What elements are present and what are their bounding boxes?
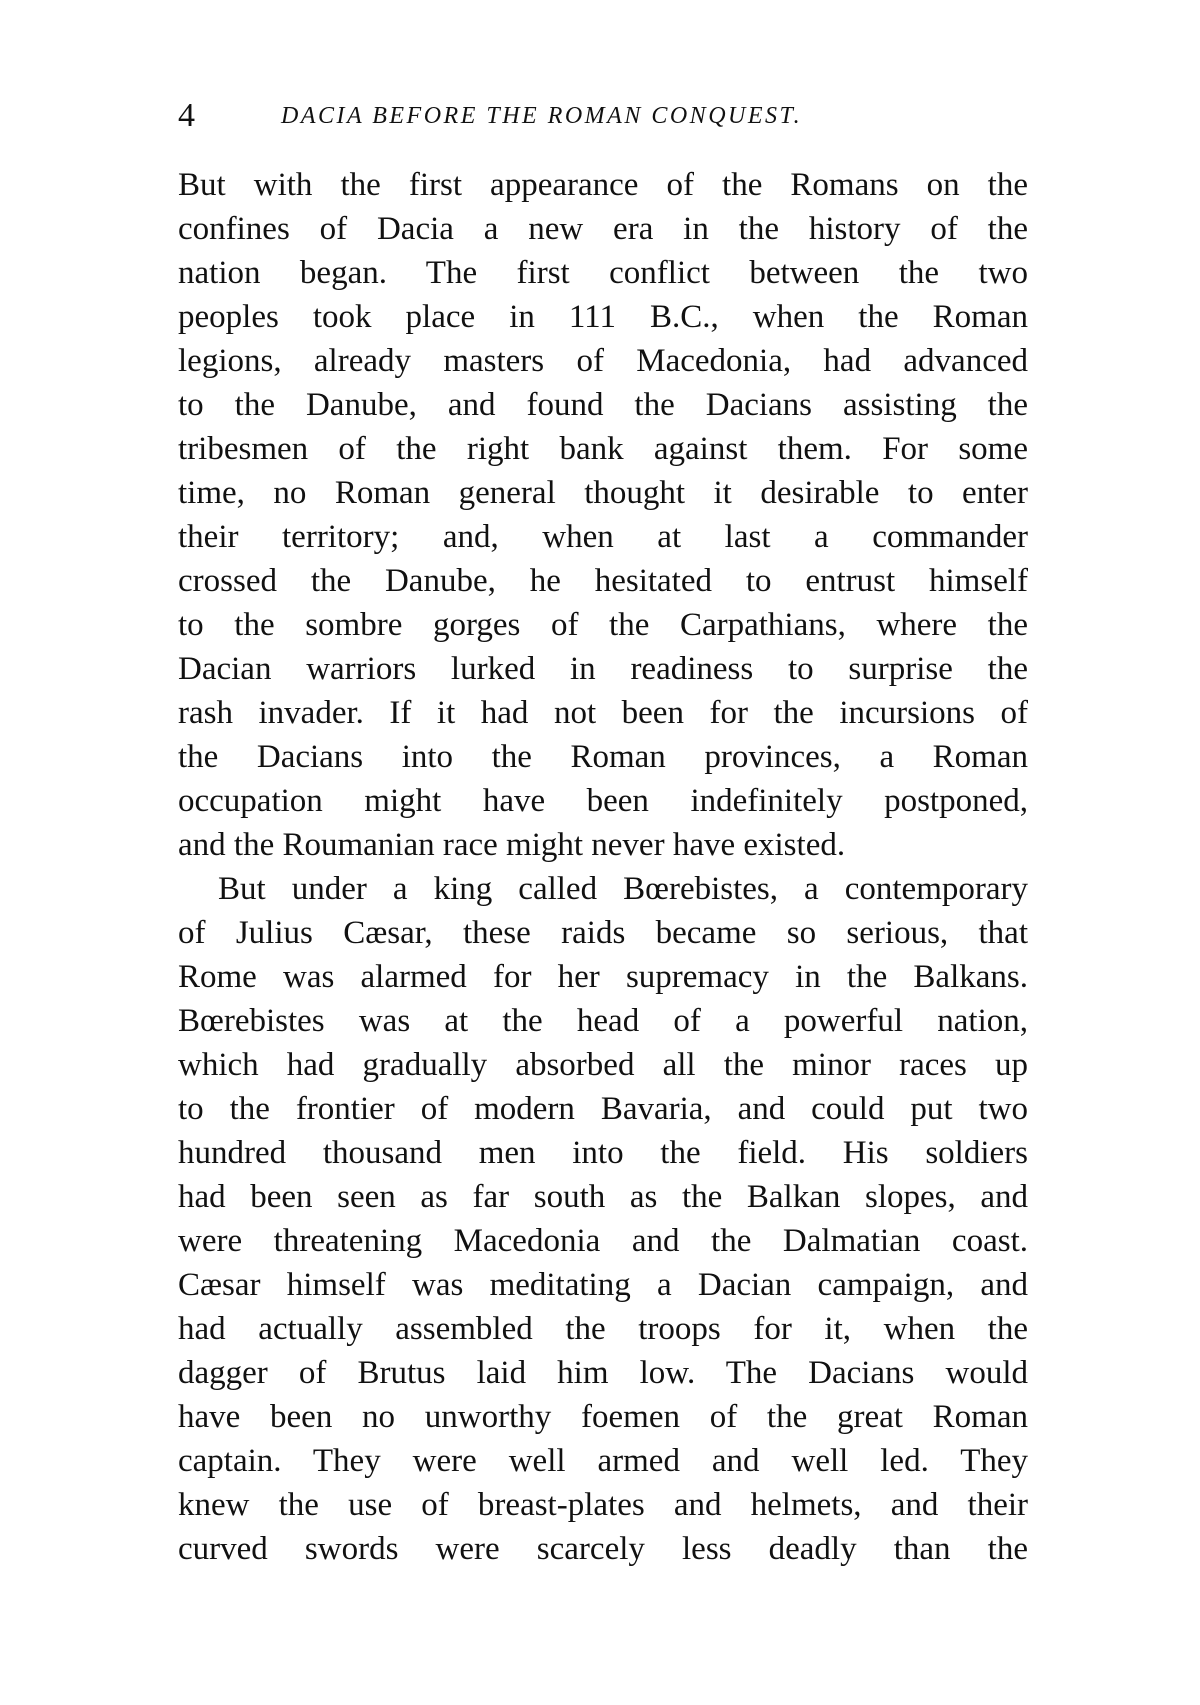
text-line: the Dacians into the Roman provinces, a Roman (178, 739, 1028, 775)
text-line: have been no unworthy foemen of the great Roman (178, 1399, 1028, 1435)
text-line: which had gradually absorbed all the minor races up (178, 1047, 1028, 1083)
text-line: of Julius Cæsar, these raids became so serious, that (178, 915, 1028, 951)
text-line: occupation might have been indefinitely postponed, (178, 783, 1028, 819)
text-line: But with the first appearance of the Romans on the (178, 167, 1028, 203)
page-number: 4 (178, 97, 195, 134)
text-line: But under a king called Bœrebistes, a contemporary (218, 871, 1028, 907)
text-line: had actually assembled the troops for it, when the (178, 1311, 1028, 1347)
paragraph-2 (178, 867, 1028, 1571)
text-line: curved swords were scarcely less deadly than the (178, 1531, 1028, 1567)
text-line: to the sombre gorges of the Carpathians, where the (178, 607, 1028, 643)
running-title: DACIA BEFORE THE ROMAN CONQUEST. (281, 103, 803, 129)
text-line: legions, already masters of Macedonia, had advanced (178, 343, 1028, 379)
text-line: knew the use of breast-plates and helmets, and their (178, 1487, 1028, 1523)
text-line: peoples took place in 111 B.C., when the Roman (178, 299, 1028, 335)
text-line: dagger of Brutus laid him low. The Dacians would (178, 1355, 1028, 1391)
text-line: to the Danube, and found the Dacians assisting the (178, 387, 1028, 423)
text-line: tribesmen of the right bank against them. For some (178, 431, 1028, 467)
text-line: Rome was alarmed for her supremacy in the Balkans. (178, 959, 1028, 995)
text-line: had been seen as far south as the Balkan slopes, and (178, 1179, 1028, 1215)
body-text (178, 163, 1028, 1571)
text-line: and the Roumanian race might never have existed. (178, 827, 846, 863)
text-line: nation began. The first conflict between the two (178, 255, 1028, 291)
text-line: Bœrebistes was at the head of a powerful nation, (178, 1003, 1028, 1039)
text-line: Dacian warriors lurked in readiness to surprise the (178, 651, 1028, 687)
text-line: to the frontier of modern Bavaria, and could put two (178, 1091, 1028, 1127)
paragraph-1 (178, 163, 1028, 867)
text-line: time, no Roman general thought it desirable to enter (178, 475, 1028, 511)
text-line: confines of Dacia a new era in the history of the (178, 211, 1028, 247)
text-line: Cæsar himself was meditating a Dacian campaign, and (178, 1267, 1028, 1303)
running-head (178, 96, 1018, 136)
text-line: crossed the Danube, he hesitated to entrust himself (178, 563, 1028, 599)
text-line: their territory; and, when at last a commander (178, 519, 1028, 555)
text-line: were threatening Macedonia and the Dalmatian coast. (178, 1223, 1028, 1259)
text-line: captain. They were well armed and well led. They (178, 1443, 1028, 1479)
text-line: rash invader. If it had not been for the incursions of (178, 695, 1028, 731)
text-line: hundred thousand men into the field. His soldiers (178, 1135, 1028, 1171)
